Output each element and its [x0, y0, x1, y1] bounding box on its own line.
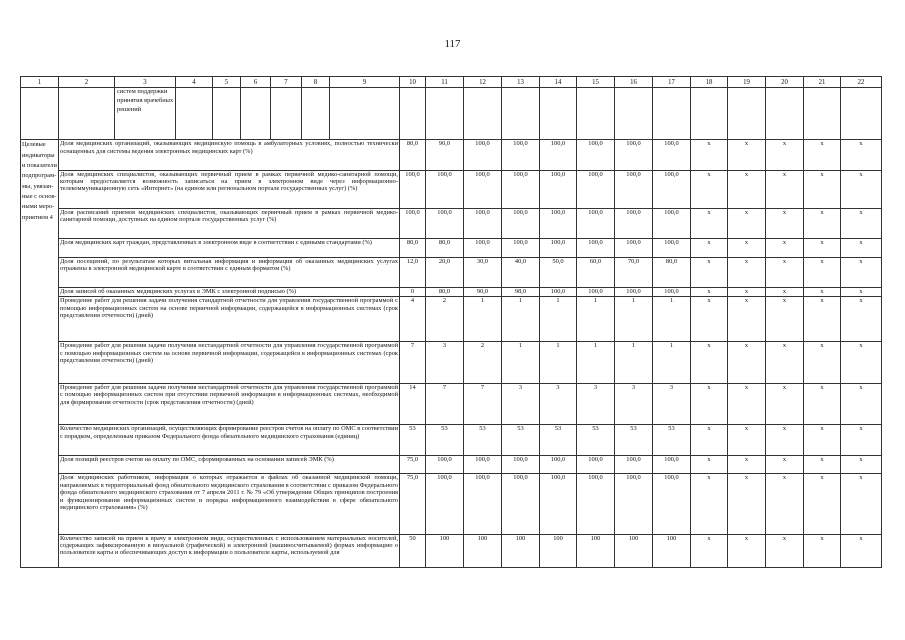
indicator-value: 100,0 — [540, 288, 577, 297]
indicator-value: х — [841, 534, 882, 567]
indicator-value: 80,0 — [426, 288, 464, 297]
indicator-description: Доля медицинских специалистов, оказывающих первичный прием в рамках первичной медико-санитарной помощи, которым предоставляется возможность записаться на прием в электронном виде через информационно-телекоммуникационную сеть «Интернет» (на едином или региональном портале государственных услуг) (%) — [59, 170, 400, 208]
indicator-value: 1 — [615, 297, 653, 342]
indicator-row — [21, 342, 882, 384]
indicator-value: 53 — [540, 425, 577, 455]
indicator-value: 2 — [426, 297, 464, 342]
indicator-value: х — [804, 425, 841, 455]
column-number-11: 11 — [426, 77, 464, 88]
indicator-value: 80,0 — [400, 239, 426, 258]
indicator-row — [21, 455, 882, 474]
indicator-value: 100,0 — [615, 170, 653, 208]
indicator-value: х — [691, 239, 728, 258]
indicator-value: х — [766, 534, 804, 567]
indicator-value: х — [804, 209, 841, 239]
indicator-value: 100,0 — [577, 455, 615, 474]
indicator-value: х — [691, 342, 728, 384]
indicator-value: 100,0 — [400, 170, 426, 208]
indicator-description: Проведение работ для решения задачи получения нестандартной отчетности для управления государственной программой с помощью информационных систем при отсутствии первичной информации в информационных системах, необходимой для формирования отчетности (срок представления отчетности) (дней) — [59, 383, 400, 425]
indicator-row — [21, 383, 882, 425]
indicator-value: 80,0 — [426, 239, 464, 258]
indicator-value: 3 — [653, 383, 691, 425]
indicator-value: х — [691, 383, 728, 425]
indicator-row — [21, 474, 882, 534]
indicator-value: х — [804, 342, 841, 384]
indicator-row — [21, 239, 882, 258]
indicator-value: 100,0 — [426, 474, 464, 534]
indicator-value: 53 — [615, 425, 653, 455]
indicator-value: 80,0 — [653, 257, 691, 287]
indicator-row — [21, 140, 882, 170]
indicator-value: 100,0 — [653, 474, 691, 534]
indicator-value: 100,0 — [577, 474, 615, 534]
indicator-value: х — [691, 474, 728, 534]
indicator-value: х — [804, 140, 841, 170]
indicator-value: х — [766, 140, 804, 170]
indicator-value: 53 — [400, 425, 426, 455]
indicator-value: х — [766, 425, 804, 455]
indicator-value: 12,0 — [400, 257, 426, 287]
indicator-value: 53 — [502, 425, 540, 455]
indicator-value: х — [804, 170, 841, 208]
indicator-value: х — [841, 342, 882, 384]
indicator-value: х — [728, 297, 766, 342]
indicator-value: х — [728, 383, 766, 425]
indicator-value: х — [766, 209, 804, 239]
indicator-value: х — [691, 455, 728, 474]
indicator-value: 100,0 — [540, 474, 577, 534]
indicator-value: 100,0 — [502, 455, 540, 474]
indicator-value: 100,0 — [540, 209, 577, 239]
indicator-row — [21, 534, 882, 567]
indicator-description: Доля медицинских работников, информация о которых отражается в файлах об оказанной медицинской помощи, направляемых в территориальный фонд обязательного медицинского страхования в соответствии с приказом Федерального фонда обязательного медицинского страхования от 7 апреля 2011 г. № 79 «Об утверждении Общих принципов построения и функционирования информационных систем и порядка информационного взаимодействия в сфере обязательного медицинского страхования» (%) — [59, 474, 400, 534]
column-number-row — [21, 77, 882, 88]
indicator-value: 2 — [464, 342, 502, 384]
indicator-description: Доля записей об оказанных медицинских услугах в ЭМК с электронной подписью (%) — [59, 288, 400, 297]
indicator-value: 100,0 — [615, 474, 653, 534]
indicator-value: 1 — [615, 342, 653, 384]
indicator-value: 100 — [540, 534, 577, 567]
indicator-value: х — [804, 534, 841, 567]
page-number: 117 — [444, 38, 461, 50]
indicator-value: 100,0 — [426, 170, 464, 208]
indicator-value: х — [766, 455, 804, 474]
indicator-value: х — [804, 239, 841, 258]
indicator-description: Доля расписаний приемов медицинских специалистов, оказывающих первичный прием в рамках первичной медико-санитарной помощи, доступных на едином портале государственных услуг (%) — [59, 209, 400, 239]
indicator-value: 100,0 — [464, 170, 502, 208]
indicator-value: х — [728, 425, 766, 455]
indicator-value: х — [766, 257, 804, 287]
indicator-value: х — [841, 297, 882, 342]
indicator-value: 100,0 — [653, 455, 691, 474]
indicator-row — [21, 288, 882, 297]
indicator-value: 60,0 — [577, 257, 615, 287]
indicator-value: 100,0 — [540, 239, 577, 258]
indicator-value: х — [766, 239, 804, 258]
indicator-value: 100,0 — [653, 288, 691, 297]
indicator-value: х — [728, 170, 766, 208]
indicator-value: 100,0 — [502, 140, 540, 170]
indicator-value: 7 — [400, 342, 426, 384]
indicator-value: 40,0 — [502, 257, 540, 287]
indicator-value: х — [766, 170, 804, 208]
indicator-row — [21, 297, 882, 342]
indicator-value: 1 — [653, 297, 691, 342]
indicator-value: 7 — [464, 383, 502, 425]
indicator-value: 100,0 — [540, 140, 577, 170]
indicator-value: х — [691, 257, 728, 287]
indicator-value: 1 — [577, 297, 615, 342]
indicator-value: 7 — [426, 383, 464, 425]
indicator-value: х — [691, 209, 728, 239]
indicator-value: 100,0 — [502, 209, 540, 239]
indicator-value: х — [841, 140, 882, 170]
indicator-value: 100,0 — [426, 209, 464, 239]
indicator-value: 53 — [653, 425, 691, 455]
indicator-value: 100,0 — [540, 455, 577, 474]
indicator-value: х — [841, 170, 882, 208]
indicator-value: х — [691, 170, 728, 208]
indicator-description: Проведение работ для решения задачи получения нестандартной отчетности для управления государственной программой с помощью информационных систем на основе первичной информации, содержащейся в информационных системах (срок представления отчетности) (дней) — [59, 342, 400, 384]
indicator-value: х — [804, 297, 841, 342]
indicator-value: 100,0 — [502, 170, 540, 208]
indicator-value: 100,0 — [615, 455, 653, 474]
indicator-value: 3 — [540, 383, 577, 425]
column-number-21: 21 — [804, 77, 841, 88]
indicator-value: 3 — [502, 383, 540, 425]
column-number-6: 6 — [241, 77, 271, 88]
indicator-value: 0 — [400, 288, 426, 297]
column-number-8: 8 — [302, 77, 330, 88]
column-number-19: 19 — [728, 77, 766, 88]
indicator-value: 1 — [502, 297, 540, 342]
indicator-value: х — [728, 257, 766, 287]
indicator-value: 100,0 — [653, 170, 691, 208]
column-number-15: 15 — [577, 77, 615, 88]
indicator-value: х — [766, 383, 804, 425]
indicator-value: х — [728, 455, 766, 474]
indicator-value: 75,0 — [400, 474, 426, 534]
column-number-17: 17 — [653, 77, 691, 88]
indicator-value: 30,0 — [464, 257, 502, 287]
indicator-value: 90,0 — [464, 288, 502, 297]
indicator-value: 100,0 — [653, 239, 691, 258]
indicator-value: 100,0 — [464, 140, 502, 170]
indicator-value: 20,0 — [426, 257, 464, 287]
indicator-value: х — [766, 297, 804, 342]
indicator-value: х — [691, 288, 728, 297]
indicator-value: х — [728, 474, 766, 534]
indicator-value: 100,0 — [615, 288, 653, 297]
indicator-value: 100 — [615, 534, 653, 567]
indicator-value: 100,0 — [400, 209, 426, 239]
indicator-value: х — [841, 383, 882, 425]
column-number-1: 1 — [21, 77, 59, 88]
column-number-22: 22 — [841, 77, 882, 88]
indicator-value: 53 — [464, 425, 502, 455]
column-number-12: 12 — [464, 77, 502, 88]
indicator-value: 1 — [540, 342, 577, 384]
indicator-value: х — [766, 474, 804, 534]
indicator-value: 14 — [400, 383, 426, 425]
indicator-value: х — [728, 140, 766, 170]
column-number-2: 2 — [59, 77, 115, 88]
indicator-value: 100,0 — [577, 239, 615, 258]
indicator-value: 100,0 — [426, 455, 464, 474]
indicator-value: 70,0 — [615, 257, 653, 287]
indicator-description: Доля медицинских организаций, оказывающих медицинскую помощь в амбулаторных условиях, полностью технически оснащенных для системы ведения электронных медицинских карт (%) — [59, 140, 400, 170]
indicator-description: Доля медицинских карт граждан, представленных в электронном виде в соответствии с едиными стандартами (%) — [59, 239, 400, 258]
indicator-value: х — [766, 342, 804, 384]
indicator-value: 100,0 — [464, 239, 502, 258]
indicator-value: 100 — [577, 534, 615, 567]
indicator-value: 100,0 — [464, 474, 502, 534]
column-number-18: 18 — [691, 77, 728, 88]
indicator-value: 1 — [653, 342, 691, 384]
indicator-value: х — [804, 383, 841, 425]
indicator-value: 100,0 — [653, 209, 691, 239]
continuation-text: систем поддержки принятия врачебных решений — [115, 88, 176, 140]
indicator-value: 3 — [615, 383, 653, 425]
column-number-13: 13 — [502, 77, 540, 88]
indicator-value: 100,0 — [653, 140, 691, 170]
indicator-value: х — [804, 288, 841, 297]
column-number-4: 4 — [176, 77, 213, 88]
indicator-value: х — [841, 288, 882, 297]
indicator-row — [21, 257, 882, 287]
indicator-value: 100,0 — [615, 209, 653, 239]
column-number-7: 7 — [271, 77, 302, 88]
indicator-value: х — [841, 209, 882, 239]
indicator-value: 100,0 — [577, 140, 615, 170]
indicator-row — [21, 209, 882, 239]
indicator-value: 1 — [577, 342, 615, 384]
column-number-16: 16 — [615, 77, 653, 88]
indicator-value: 100 — [502, 534, 540, 567]
indicator-value: 3 — [426, 342, 464, 384]
indicator-value: 50 — [400, 534, 426, 567]
indicator-value: х — [841, 455, 882, 474]
column-number-9: 9 — [330, 77, 400, 88]
indicator-value: 100,0 — [502, 474, 540, 534]
indicator-value: 100,0 — [540, 170, 577, 208]
indicator-value: х — [841, 239, 882, 258]
column-number-20: 20 — [766, 77, 804, 88]
indicator-value: 80,0 — [400, 140, 426, 170]
indicator-value: 100,0 — [502, 239, 540, 258]
indicator-table — [20, 76, 882, 568]
indicator-value: 53 — [577, 425, 615, 455]
indicator-value: 100,0 — [615, 239, 653, 258]
indicator-value: 100,0 — [577, 209, 615, 239]
indicator-description: Проведение работ для решения задачи получения стандартной отчетности для управления государственной программой с помощью информационных систем на основе первичной информации, содержащейся в информационных системах (срок представления отчетности) (дней) — [59, 297, 400, 342]
indicator-value: х — [691, 425, 728, 455]
indicator-value: х — [728, 239, 766, 258]
indicator-value: х — [766, 288, 804, 297]
indicator-row — [21, 170, 882, 208]
indicator-value: х — [728, 288, 766, 297]
indicator-value: х — [728, 342, 766, 384]
indicator-value: х — [804, 455, 841, 474]
indicator-value: 90,0 — [426, 140, 464, 170]
indicator-value: х — [691, 534, 728, 567]
indicator-value: 100,0 — [464, 209, 502, 239]
indicator-value: 100,0 — [464, 455, 502, 474]
indicator-value: 100,0 — [577, 288, 615, 297]
indicator-value: х — [728, 209, 766, 239]
indicator-value: 100 — [653, 534, 691, 567]
indicator-value: 50,0 — [540, 257, 577, 287]
indicator-value: 100,0 — [615, 140, 653, 170]
indicator-value: 53 — [426, 425, 464, 455]
indicator-row — [21, 425, 882, 455]
indicator-value: х — [804, 257, 841, 287]
indicator-value: 98,0 — [502, 288, 540, 297]
indicator-value: х — [841, 425, 882, 455]
column-number-14: 14 — [540, 77, 577, 88]
column-number-3: 3 — [115, 77, 176, 88]
indicator-value: х — [691, 140, 728, 170]
indicator-value: 100 — [464, 534, 502, 567]
indicator-value: х — [804, 474, 841, 534]
indicator-value: 4 — [400, 297, 426, 342]
indicator-value: 100 — [426, 534, 464, 567]
indicator-value: 3 — [577, 383, 615, 425]
indicator-value: х — [691, 297, 728, 342]
indicator-value: 100,0 — [577, 170, 615, 208]
column-number-5: 5 — [213, 77, 241, 88]
column-number-10: 10 — [400, 77, 426, 88]
indicator-value: 75,0 — [400, 455, 426, 474]
indicator-description: Доля посещений, по результатам которых витальная информация и информация об оказанных медицинских услугах отражены в электронной медицинской карте в соответствии с единым форматом (%) — [59, 257, 400, 287]
indicator-value: х — [841, 257, 882, 287]
indicator-value: х — [841, 474, 882, 534]
indicator-description: Количество записей на прием к врачу в электронном виде, осуществленных с использованием материальных носителей, содержащих зафиксированную в визуальной (графической) и электронной (машиносчитываемой) формах информацию о пользователе карты и обеспечивающих доступ к информации о пользователе карты, используемой для — [59, 534, 400, 567]
indicator-value: 1 — [540, 297, 577, 342]
indicator-value: 1 — [464, 297, 502, 342]
indicator-description: Количество медицинских организаций, осуществляющих формирование реестров счетов на оплату по ОМС в соответствии с порядком, определенным приказом Федерального фонда обязательного медицинского страхования (единиц) — [59, 425, 400, 455]
row-group-label: Целевые индикаторы и показатели подпрограммы, увязанные с основными мероприятием 4 — [21, 140, 59, 568]
indicator-value: х — [728, 534, 766, 567]
continuation-row — [21, 88, 882, 140]
indicator-description: Доля позиций реестров счетов на оплату по ОМС, сформированных на основании записей ЭМК (%) — [59, 455, 400, 474]
indicator-value: 1 — [502, 342, 540, 384]
